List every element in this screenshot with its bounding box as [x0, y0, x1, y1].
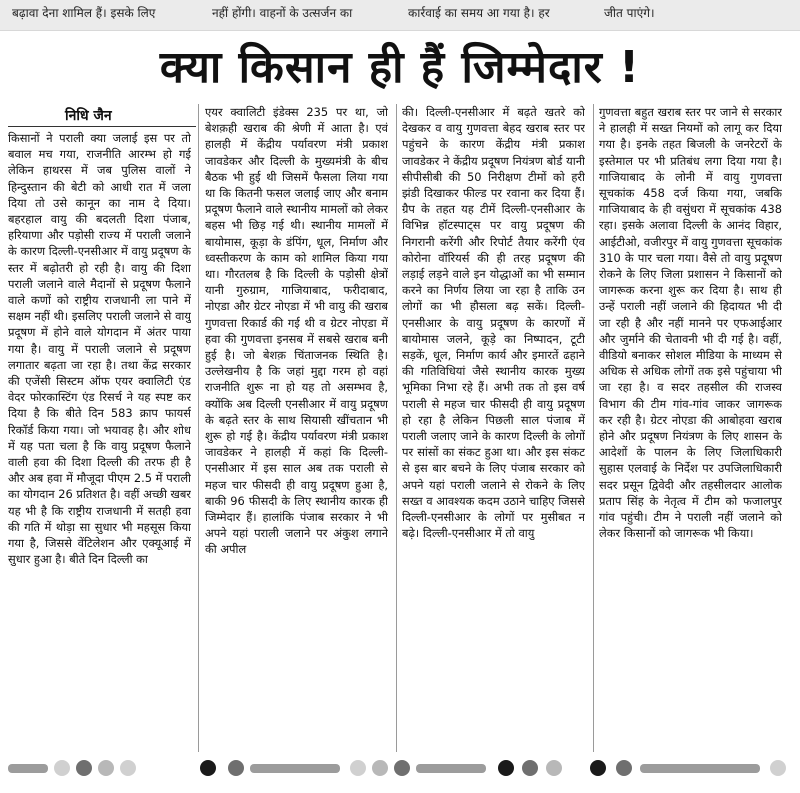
- article-column-2: [205, 104, 388, 752]
- previous-article-fragment: जीत पाएंगे।: [604, 6, 655, 20]
- decorative-dot: [76, 760, 92, 776]
- column-text: किसानों ने पराली क्या जलाई इस पर तो बवाल मच गया, राजनीति आरम्भ हो गई लेकिन हाथरस में जब पुलिस वालों ने हिन्दुस्तान की बेटी को आधी रात में जला दिया तो उसे कानून का नाम दे दिया। बहरहाल वायु की बदलती दिशा पंजाब, हरियाणा और पड़ोसी राज्य में पराली जलाने के कारण दिल्ली-एनसीआर में वायु प्रदूषण के स्तर में बढ़ोतरी हो रही है। वायु की दिशा पराली जलाने वाले मैदानों से प्रदूषण फैलाने वाले कणों को राष्ट्रीय राजधानी ला पाने में सक्षम नहीं थी। इसलिए पराली जलाने से वायु प्रदूषण में होने वाले योगदान में अंतर पाया गया है। वायु में पराली जलाने से प्रदूषण लगातार बढ़ता जा रहा है। तथा केंद्र सरकार की एजेंसी सिस्टम ऑफ एयर क्वालिटी एंड वेदर फोरकास्टिंग एंड रिसर्च ने यह स्पष्ट कर दिया है कि बीते दिन 583 क्राप फायर्स रिकॉर्ड किया गया। जो भयावह है। और शोध में यह पता चला है कि वायु प्रदूषण फैलाने वाली हवा की दिशा दिल्ली की तरफ ही है और अब हवा में मौजूदा पीएम 2.5 में पराली का योगदान 26 प्रतिशत है। वहीं अच्छी खबर यह भी है कि राष्ट्रीय राजधानी में सतही हवा की गति में थोड़ा सा सुधार भी महसूस किया गया है, जिससे वेंटिलेशन और एक्यूआई में सुधार हुआ है। बीते दिन दिल्ली का: [8, 131, 191, 567]
- decorative-dot: [372, 760, 388, 776]
- column-divider: [593, 104, 594, 752]
- column-divider: [198, 104, 199, 752]
- previous-article-fragment: कार्रवाई का समय आ गया है। हर: [408, 6, 550, 20]
- column-text: गुणवत्ता बहुत खराब स्तर पर जाने से सरकार ने हालही में सख्त नियमों को लागू कर दिया गया है। इनके तहत बिजली के जनरेटरों के इस्तेमाल पर भी प्रतिबंध लगा दिया गया है। गाजियाबाद के लोनी में वायु गुणवत्ता सूचकांक 458 दर्ज किया गया, जबकि गाजियाबाद के ही वसुंधरा में सूचकांक 438 रहा। इसके अलावा दिल्ली के आनंद विहार, आईटीओ, वजीरपुर में वायु गुणवत्ता सूचकांक 310 के पार चला गया। वैसे तो वायु प्रदूषण रोकने के लिए जिला प्रशासन ने किसानों को जागरूक करना शुरू कर दिया है। साथ ही उन्हें पराली नहीं जलाने की हिदायत भी दी जा रही है और नहीं मानने पर एफआईआर और जुर्माने की चेतावनी भी दी गई है। वहीं, वीडियो बनाकर सोशल मीडिया के माध्यम से अधिक से अधिक लोगों तक इसे पहुंचाया भी जा रहा है। व सदर तहसील की राजस्व विभाग की टीम गांव-गांव जाकर जागरूक कर रही है। ग्रेटर नोएडा की आबोहवा खराब होने और प्रदूषण नियंत्रण के लिए शासन के आदेशों के पालन के लिए जिलाधिकारी सुहास एलवाई के निर्देश पर उपजिलाधिकारी सदर प्रसून द्विवेदी और तहसीलदार आलोक प्रताप सिंह के नेतृत्व में टीम को फजालपुर गांव पहुंची। टीम ने पराली नहीं जलाने को लेकर किसानों को जागरूक भी किया।: [599, 105, 782, 541]
- article-column-3: [402, 104, 585, 752]
- previous-article-strip: [0, 0, 800, 31]
- previous-article-fragment: नहीं होंगी। वाहनों के उत्सर्जन का: [212, 6, 353, 20]
- decorative-dot: [120, 760, 136, 776]
- article-column-4: [599, 104, 782, 752]
- decorative-bar: [640, 764, 760, 773]
- decorative-dot: [228, 760, 244, 776]
- previous-article-fragment: बढ़ावा देना शामिल हैं। इसके लिए: [12, 6, 156, 20]
- decorative-dot: [498, 760, 514, 776]
- decorative-bar: [8, 764, 48, 773]
- decorative-dot: [546, 760, 562, 776]
- column-text: एयर क्वालिटी इंडेक्स 235 पर था, जो बेशक़ही खराब की श्रेणी में आता है। एवं हालही में केंद्रीय पर्यावरण मंत्री प्रकाश जावडेकर और दिल्ली के मुख्यमंत्री के बीच बैठक भी हुई थी जिसमें फैसला लिया गया था कि कितनी फसल जलाई जाए और बनाम प्रदूषण फैलाने वाले स्थानीय मामलों को लेकर बहस भी छिड़ गई थी। स्थानीय मामलों में बायोमास, कूड़ा के डंपिंग, धूल, निर्माण और ध्वस्तीकरण के काम को शामिल किया गया था। गौरतलब है कि दिल्ली के पड़ोसी क्षेत्रों यानी गुरुग्राम, गाजियाबाद, फरीदाबाद, नोएडा और ग्रेटर नोएडा में भी वायु की खराब गुणवत्ता रिकार्ड की गई थी व ग्रेटर नोएडा में हवा की गुणवत्ता इनसब में सबसे खराब बनी हुई है। जो बेशक़ चिंताजनक स्थिति है। उल्लेखनीय है कि जहां मुद्दा गरम हो वहां राजनीति शुरू ना हो यह तो असम्भव है, क्योंकि अब दिल्ली एनसीआर में वायु प्रदूषण के बढ़ते स्तर के साथ सियासी खींचतान भी शुरू हो गई है। केंद्रीय पर्यावरण मंत्री प्रकाश जावडेकर ने हालही में कहां कि दिल्ली-एनसीआर में इस साल अब तक पराली से महज चार फीसदी ही वायु प्रदूषण हुआ है, बाकी 96 फीसदी के लिए स्थानीय कारक ही जिम्मेदार हैं। हालांकि पंजाब सरकार ने भी अपने यहां पराली जलाने पर अंकुश लगाने की अपील: [205, 105, 388, 557]
- decorative-bar: [250, 764, 340, 773]
- byline-divider: [8, 126, 196, 127]
- decorative-dot-border: [0, 760, 800, 780]
- decorative-bar: [416, 764, 486, 773]
- decorative-dot: [770, 760, 786, 776]
- decorative-dot: [522, 760, 538, 776]
- column-text: की। दिल्ली-एनसीआर में बढ़ते खतरे को देखकर व वायु गुणवत्ता बेहद खराब स्तर पर पहुंचने के कारण केंद्रीय मंत्री प्रकाश जावडेकर ने केंद्रीय प्रदूषण नियंत्रण बोर्ड यानी सीपीसीबी की 50 निरीक्षण टीमों को हरी झंडी दिखाकर फील्ड पर रवाना कर दिया हैं। ग्रैप के तहत यह टीमें दिल्ली-एनसीआर के विभिन्न हॉटस्पाट्स पर वायु प्रदूषण की निगरानी करेंगी और रिपोर्ट तैयार करेंगी एंव कोरोना वॉरियर्स की ही तरह प्रदूषण की लड़ाई लड़ने वाले इन योद्धाओं का भी सम्मान करने का निर्णय लिया जा रहा है ताकि उन लोगों का भी हौसला बढ़ सकें। दिल्ली-एनसीआर के वायु प्रदूषण के कारणों में बायोमास जलने, कूड़े का निष्पादन, टूटी सड़कें, धूल, निर्माण कार्य और इमारतें ढहाने की गतिविधियां जैसे स्थानीय कारक मुख्य भूमिका निभा रहे हैं। अभी तक तो इस वर्ष पराली से महज चार फीसदी ही वायु प्रदूषण हो रहा है लेकिन पिछली साल पंजाब में पराली जलाए जाने के कारण दिल्ली के लोगों पर सांसों का संकट हुआ था। और इस संकट से इस बार बचने के लिए पंजाब सरकार को अपने यहां पराली जलाने से रोकने के लिए सख्त व आवश्यक कदम उठाने चाहिए जिससे दिल्ली-एनसीआर के लोगों पर मुसीबत न बढ़े। दिल्ली-एनसीआर में तो वायु: [402, 105, 585, 541]
- decorative-dot: [616, 760, 632, 776]
- column-divider: [396, 104, 397, 752]
- article-column-1: [8, 130, 191, 752]
- decorative-dot: [54, 760, 70, 776]
- decorative-dot: [590, 760, 606, 776]
- decorative-dot: [98, 760, 114, 776]
- article-headline: क्या किसान ही हैं जिम्मेदार !: [159, 42, 641, 93]
- decorative-dot: [200, 760, 216, 776]
- author-byline: निधि जैन: [65, 108, 112, 124]
- decorative-dot: [350, 760, 366, 776]
- decorative-dot: [394, 760, 410, 776]
